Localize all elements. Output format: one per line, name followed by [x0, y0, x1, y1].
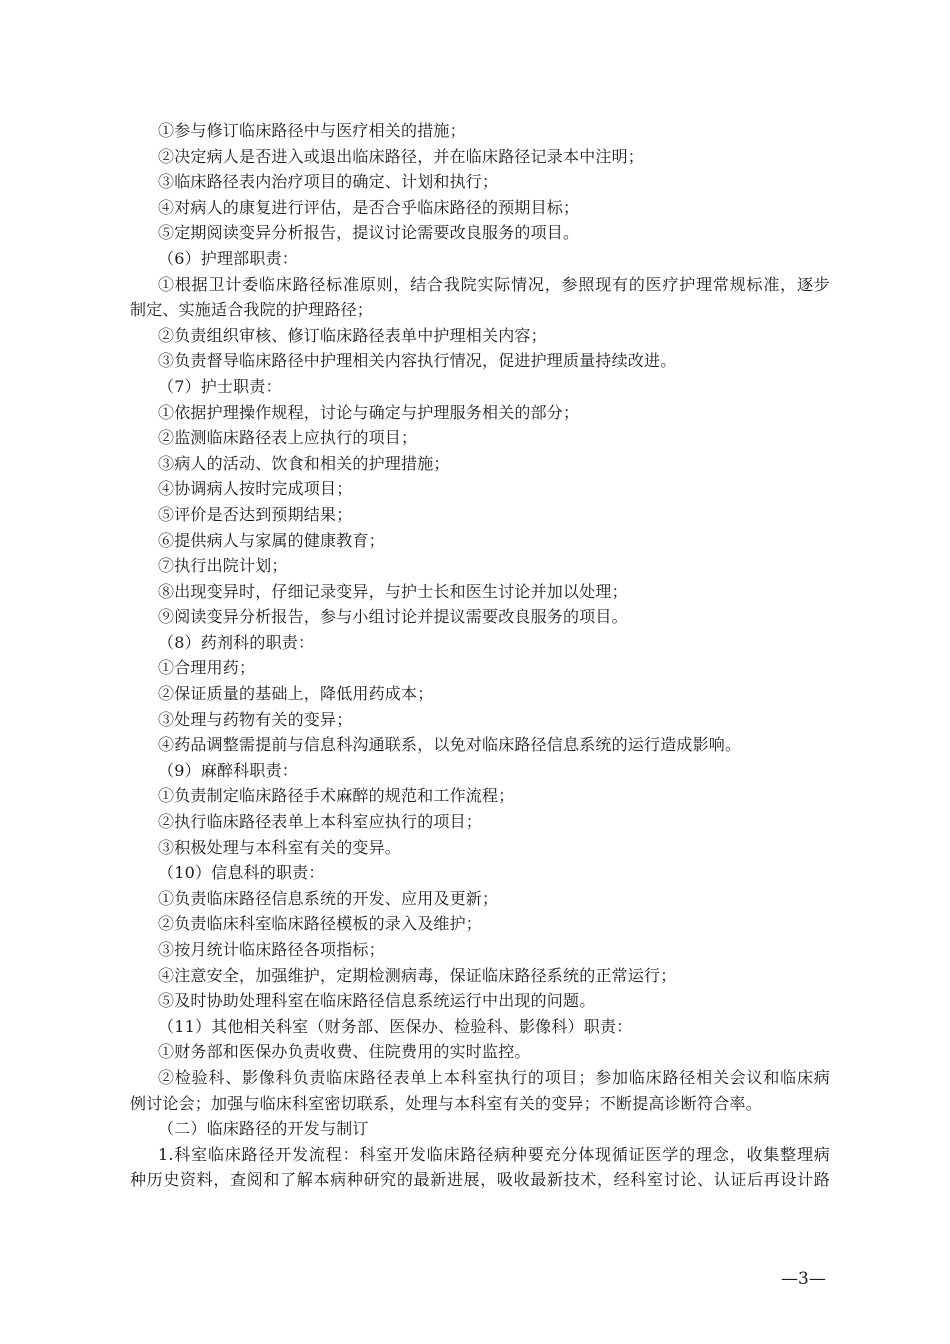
text-line: ②保证质量的基础上，降低用药成本； — [158, 684, 434, 704]
text-line: ③按月统计临床路径各项指标； — [158, 940, 385, 959]
text-line: ④协调病人按时完成项目； — [158, 479, 353, 499]
text-line: ①负责临床路径信息系统的开发、应用及更新； — [158, 888, 499, 908]
text-line: （11）其他相关科室（财务部、医保办、检验科、影像科）职责： — [158, 1016, 633, 1036]
text-line: ②决定病人是否进入或退出临床路径，并在临床路径记录本中注明； — [158, 146, 645, 166]
text-line: ③临床路径表内治疗项目的确定、计划和执行； — [158, 172, 499, 192]
text-line: ①负责制定临床路径手术麻醉的规范和工作流程； — [158, 786, 515, 806]
text-line: ⑤评价是否达到预期结果； — [158, 504, 353, 524]
text-line: ①参与修订临床路径中与医疗相关的措施； — [158, 121, 466, 140]
text-line: 例讨论会；加强与临床科室密切联系，处理与本科室有关的变异；不断提高诊断符合率。 — [130, 1093, 762, 1113]
page-number: —3— — [781, 1269, 826, 1289]
text-line: （10）信息科的职责： — [158, 863, 325, 883]
text-line: ③积极处理与本科室有关的变异。 — [158, 837, 402, 857]
text-line: （二）临床路径的开发与制订 — [158, 1119, 369, 1139]
text-line: ⑨阅读变异分析报告，参与小组讨论并提议需要改良服务的项目。 — [158, 607, 628, 627]
text-line: ②负责组织审核、修订临床路径表单中护理相关内容； — [158, 325, 547, 345]
text-line: 1.科室临床路径开发流程：科室开发临床路径病种要充分体现循证医学的理念，收集整理病 — [158, 1144, 830, 1164]
text-line: ①根据卫计委临床路径标准原则，结合我院实际情况，参照现有的医疗护理常规标准，逐步 — [158, 274, 830, 294]
document-body — [130, 118, 830, 1193]
text-line: ⑧出现变异时，仔细记录变异，与护士长和医生讨论并加以处理； — [158, 581, 628, 601]
text-line: ④注意安全，加强维护，定期检测病毒，保证临床路径系统的正常运行； — [158, 965, 677, 985]
text-line: （8）药剂科的职责： — [158, 632, 315, 652]
text-line: ③负责督导临床路径中护理相关内容执行情况，促进护理质量持续改进。 — [158, 351, 677, 371]
text-line: （6）护理部职责： — [158, 248, 298, 268]
text-line: ①财务部和医保办负责收费、住院费用的实时监控。 — [158, 1042, 531, 1062]
text-line: ⑦执行出院计划； — [158, 556, 288, 576]
text-line: ②执行临床路径表单上本科室应执行的项目； — [158, 812, 483, 832]
text-line: ④药品调整需提前与信息科沟通联系，以免对临床路径信息系统的运行造成影响。 — [158, 735, 742, 755]
text-line: ②检验科、影像科负责临床路径表单上本科室执行的项目；参加临床路径相关会议和临床病 — [158, 1067, 830, 1087]
text-line: ②监测临床路径表上应执行的项目； — [158, 428, 418, 448]
text-line: ⑥提供病人与家属的健康教育； — [158, 530, 385, 550]
text-line: （7）护士职责： — [158, 376, 282, 396]
text-line: 制定、实施适合我院的护理路径； — [130, 300, 374, 320]
text-line: ④对病人的康复进行评估，是否合乎临床路径的预期目标； — [158, 197, 580, 217]
text-line: ③处理与药物有关的变异； — [158, 709, 353, 729]
text-line: 种历史资料，查阅和了解本病种研究的最新进展，吸收最新技术，经科室讨论、认证后再设计路 — [130, 1170, 830, 1190]
text-line: ②负责临床科室临床路径模板的录入及维护； — [158, 914, 483, 934]
text-line: ⑤定期阅读变异分析报告，提议讨论需要改良服务的项目。 — [158, 223, 580, 243]
text-line: ⑤及时协助处理科室在临床路径信息系统运行中出现的问题。 — [158, 991, 596, 1011]
text-line: （9）麻醉科职责： — [158, 760, 298, 780]
text-line: ①合理用药； — [158, 658, 256, 678]
text-line: ③病人的活动、饮食和相关的护理措施； — [158, 453, 450, 473]
text-line: ①依据护理操作规程，讨论与确定与护理服务相关的部分； — [158, 402, 580, 422]
